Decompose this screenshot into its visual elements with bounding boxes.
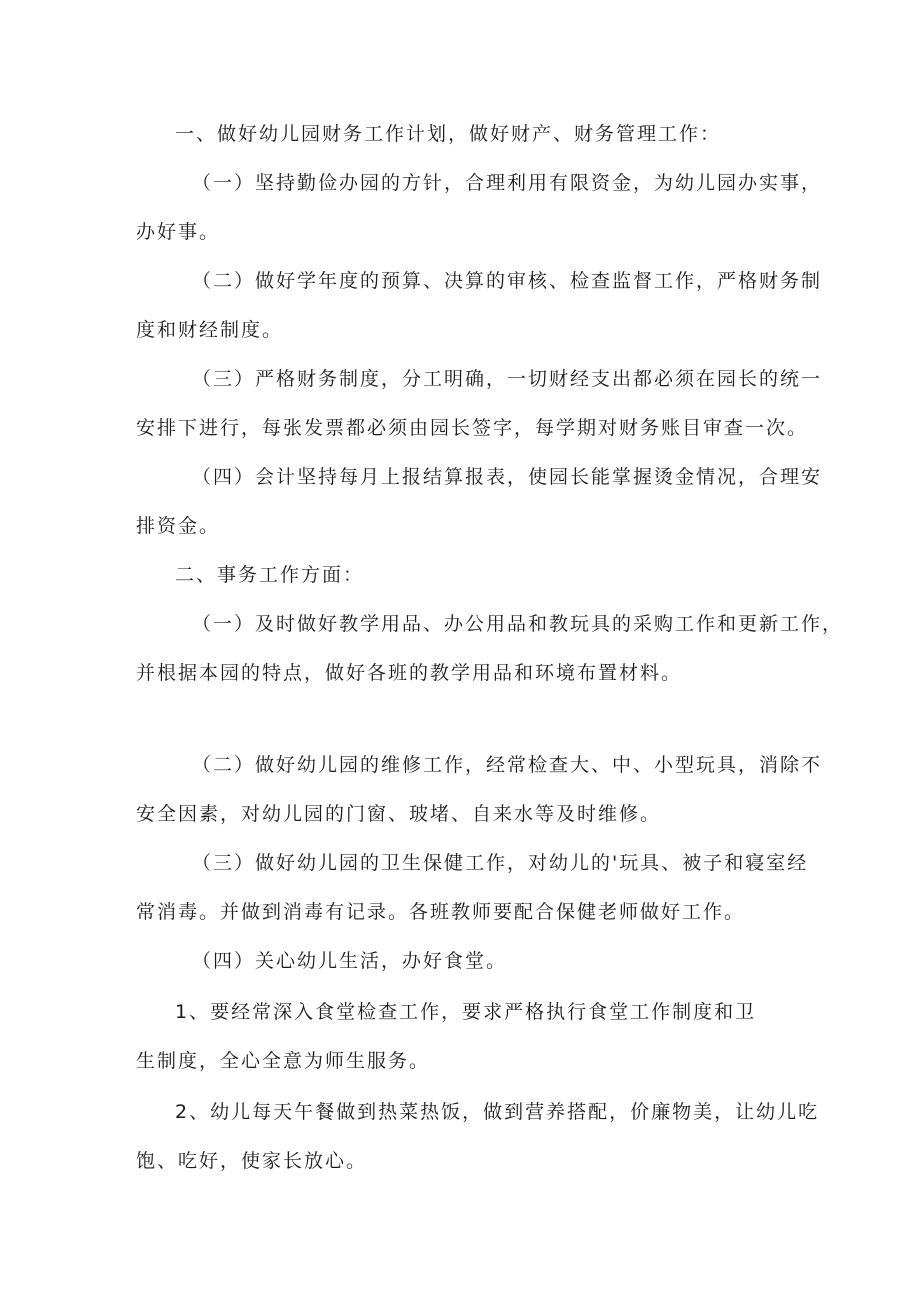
text-line: （四）会计坚持每月上报结算报表，使园长能掌握烫金情况，合理安 [192, 466, 823, 488]
text-line: 排资金。 [136, 515, 221, 537]
text-line: （四）关心幼儿生活，办好食堂。 [192, 950, 508, 972]
text-line: 并根据本园的特点，做好各班的教学用品和环境布置材料。 [136, 662, 683, 684]
text-line: （二）做好幼儿园的维修工作，经常检查大、中、小型玩具，消除不 [192, 754, 823, 776]
text-line: 2、幼儿每天午餐做到热菜热饭，做到营养搭配，价廉物美，让幼儿吃 [175, 1101, 820, 1123]
text-line: 饱、吃好，使家长放心。 [136, 1150, 368, 1172]
text-line: 二、事务工作方面： [175, 564, 365, 586]
text-line: （一）及时做好教学用品、办公用品和教玩具的采购工作和更新工作， [192, 613, 844, 635]
text-line: 1、要经常深入食堂检查工作，要求严格执行食堂工作制度和卫 [175, 1001, 757, 1023]
text-line: 度和财经制度。 [136, 319, 284, 341]
text-line: 生制度，全心全意为师生服务。 [136, 1050, 431, 1072]
text-line: （三）严格财务制度，分工明确，一切财经支出都必须在园长的统一 [192, 368, 823, 390]
text-line: （三）做好幼儿园的卫生保健工作，对幼儿的'玩具、被子和寝室经 [192, 852, 809, 874]
text-line: 办好事。 [136, 221, 221, 243]
text-line: （二）做好学年度的预算、决算的审核、检查监督工作，严格财务制 [192, 270, 823, 292]
text-line: 安全因素，对幼儿园的门窗、玻堵、自来水等及时维修。 [136, 803, 662, 825]
text-line: 常消毒。并做到消毒有记录。各班教师要配合保健老师做好工作。 [136, 901, 746, 923]
text-line: （一）坚持勤俭办园的方针，合理利用有限资金，为幼儿园办实事， [192, 172, 823, 194]
text-line: 一、做好幼儿园财务工作计划，做好财产、财务管理工作： [175, 123, 722, 145]
text-line: 安排下进行，每张发票都必须由园长签字，每学期对财务账目审查一次。 [136, 417, 809, 439]
